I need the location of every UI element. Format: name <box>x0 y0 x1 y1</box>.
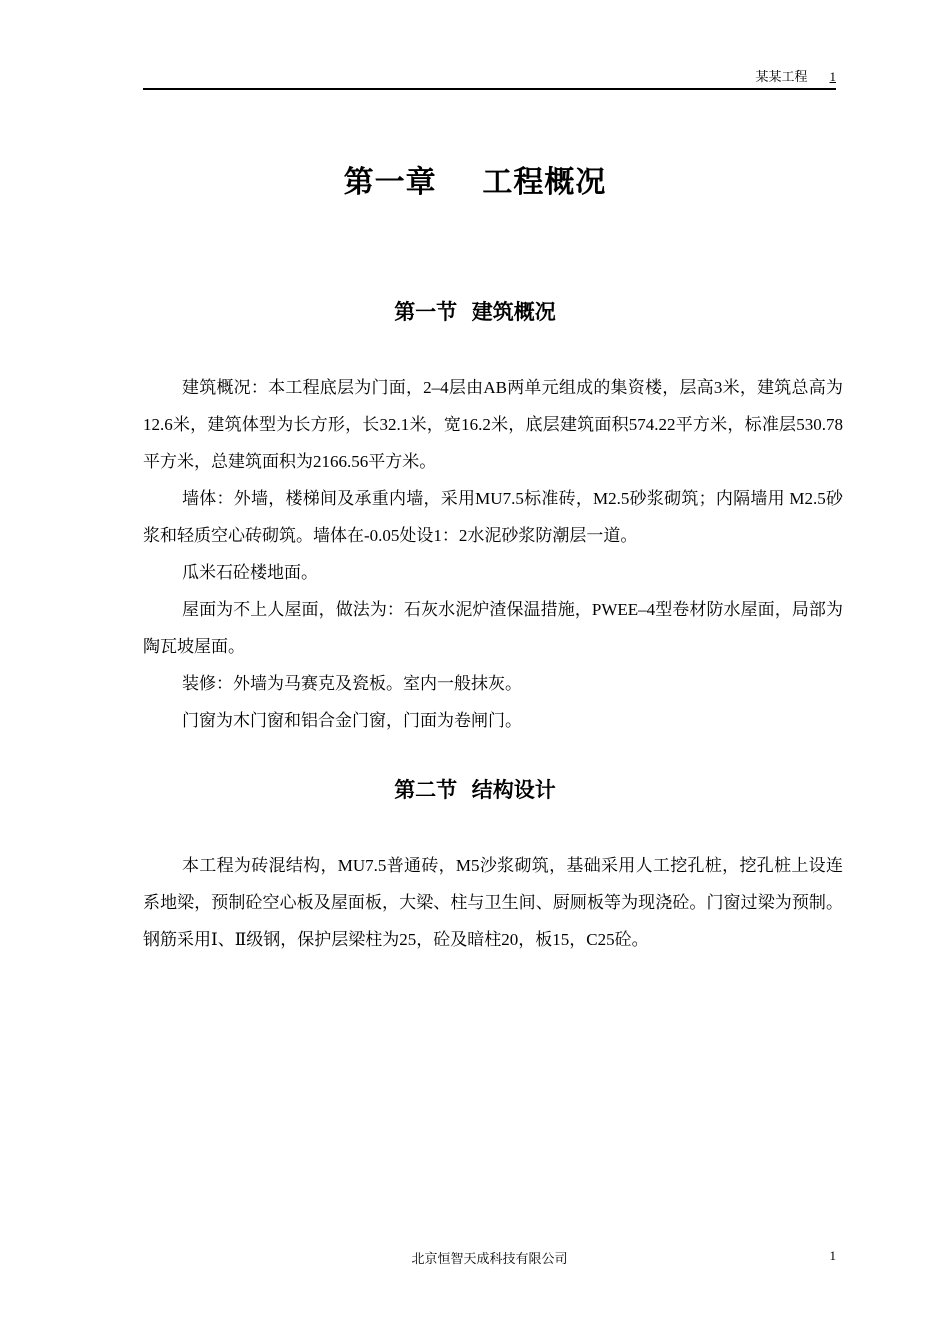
page-header <box>143 66 836 90</box>
paragraph: 墙体：外墙，楼梯间及承重内墙，采用MU7.5标准砖，M2.5砂浆砌筑；内隔墙用 M2.5砂浆和轻质空心砖砌筑。墙体在-0.05处设1：2水泥砂浆防潮层一道。 <box>143 489 843 545</box>
section-title: 第一节 建筑概况 <box>394 300 556 324</box>
paragraph: 装修：外墙为马赛克及瓷板。室内一般抹灰。 <box>182 674 522 693</box>
paragraph: 瓜米石砼楼地面。 <box>182 563 318 582</box>
footer-company: 北京恒智天成科技有限公司 <box>411 1251 568 1266</box>
section-body <box>143 847 843 958</box>
paragraph: 门窗为木门窗和铝合金门窗，门面为卷闸门。 <box>182 711 522 730</box>
paragraph: 本工程为砖混结构，MU7.5普通砖，M5沙浆砌筑，基础采用人工挖孔桩，挖孔桩上设连系地梁，预制砼空心板及屋面板，大梁、柱与卫生间、厨厕板等为现浇砼。门窗过梁为预制。钢筋采用Ⅰ、Ⅱ级钢，保护层梁柱为25，砼及暗柱20，板15，C25砼。 <box>143 856 843 949</box>
header-page-number: 1 <box>829 69 836 84</box>
section-title: 第二节 结构设计 <box>394 778 556 802</box>
footer-page-number: 1 <box>829 1248 836 1263</box>
paragraph: 建筑概况：本工程底层为门面，2–4层由AB两单元组成的集资楼，层高3米，建筑总高为12.6米，建筑体型为长方形，长32.1米，宽16.2米，底层建筑面积574.22平方米，标准层530.78平方米，总建筑面积为2166.56平方米。 <box>143 378 843 471</box>
section-body <box>143 369 843 739</box>
header-title: 某某工程 <box>755 69 808 84</box>
chapter-title: 第一章 工程概况 <box>343 165 607 200</box>
page-footer <box>143 1248 836 1267</box>
paragraph: 屋面为不上人屋面，做法为：石灰水泥炉渣保温措施，PWEE–4型卷材防水屋面，局部为陶瓦坡屋面。 <box>143 600 843 656</box>
